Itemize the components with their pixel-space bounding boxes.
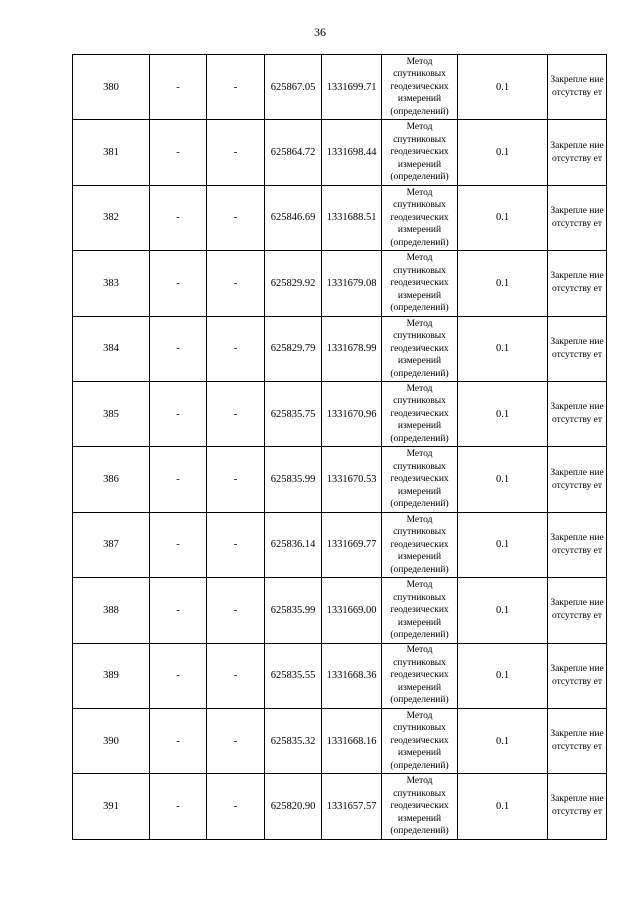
table-row [73,185,607,250]
method-cell: Метод спутниковых геодезических измерений (определений) [382,447,458,512]
fixing-cell: Закрепле ние отсутству ет [548,381,607,446]
accuracy-cell: 0.1 [458,512,548,577]
y-coordinate-cell: 1331688.51 [322,185,382,250]
fixing-cell: Закрепле ние отсутству ет [548,578,607,643]
dash-cell: - [150,447,207,512]
dash-cell: - [207,643,265,708]
y-coordinate-cell: 1331669.77 [322,512,382,577]
fixing-cell: Закрепле ние отсутству ет [548,512,607,577]
dash-cell: - [207,381,265,446]
point-number-cell: 388 [73,578,150,643]
fixing-cell: Закрепле ние отсутству ет [548,643,607,708]
fixing-cell: Закрепле ние отсутству ет [548,774,607,839]
table-row [73,381,607,446]
table-body [73,55,607,840]
dash-cell: - [150,120,207,185]
point-number-cell: 381 [73,120,150,185]
method-cell: Метод спутниковых геодезических измерений (определений) [382,774,458,839]
accuracy-cell: 0.1 [458,447,548,512]
dash-cell: - [150,774,207,839]
fixing-cell: Закрепле ние отсутству ет [548,251,607,316]
method-cell: Метод спутниковых геодезических измерений (определений) [382,708,458,773]
x-coordinate-cell: 625835.99 [265,447,322,512]
dash-cell: - [207,708,265,773]
table-row [73,447,607,512]
dash-cell: - [150,316,207,381]
fixing-cell: Закрепле ние отсутству ет [548,316,607,381]
point-number-cell: 380 [73,55,150,120]
point-number-cell: 387 [73,512,150,577]
dash-cell: - [207,774,265,839]
accuracy-cell: 0.1 [458,120,548,185]
accuracy-cell: 0.1 [458,578,548,643]
table-row [73,55,607,120]
y-coordinate-cell: 1331668.36 [322,643,382,708]
fixing-cell: Закрепле ние отсутству ет [548,120,607,185]
point-number-cell: 391 [73,774,150,839]
dash-cell: - [207,251,265,316]
dash-cell: - [150,512,207,577]
x-coordinate-cell: 625835.99 [265,578,322,643]
accuracy-cell: 0.1 [458,316,548,381]
table-row [73,643,607,708]
y-coordinate-cell: 1331698.44 [322,120,382,185]
y-coordinate-cell: 1331679.08 [322,251,382,316]
page-number: 36 [314,25,326,39]
method-cell: Метод спутниковых геодезических измерений (определений) [382,185,458,250]
table-row [73,316,607,381]
dash-cell: - [150,55,207,120]
x-coordinate-cell: 625836.14 [265,512,322,577]
method-cell: Метод спутниковых геодезических измерений (определений) [382,643,458,708]
dash-cell: - [207,512,265,577]
table-row [73,251,607,316]
dash-cell: - [150,578,207,643]
dash-cell: - [150,381,207,446]
table-row [73,512,607,577]
accuracy-cell: 0.1 [458,381,548,446]
point-number-cell: 384 [73,316,150,381]
accuracy-cell: 0.1 [458,774,548,839]
point-number-cell: 382 [73,185,150,250]
y-coordinate-cell: 1331657.57 [322,774,382,839]
x-coordinate-cell: 625846.69 [265,185,322,250]
dash-cell: - [207,447,265,512]
x-coordinate-cell: 625835.75 [265,381,322,446]
method-cell: Метод спутниковых геодезических измерений (определений) [382,251,458,316]
dash-cell: - [150,708,207,773]
method-cell: Метод спутниковых геодезических измерений (определений) [382,578,458,643]
fixing-cell: Закрепле ние отсутству ет [548,447,607,512]
x-coordinate-cell: 625864.72 [265,120,322,185]
x-coordinate-cell: 625867.05 [265,55,322,120]
dash-cell: - [150,251,207,316]
y-coordinate-cell: 1331669.00 [322,578,382,643]
x-coordinate-cell: 625829.92 [265,251,322,316]
y-coordinate-cell: 1331670.96 [322,381,382,446]
dash-cell: - [207,316,265,381]
table-row [73,708,607,773]
point-number-cell: 383 [73,251,150,316]
x-coordinate-cell: 625835.55 [265,643,322,708]
point-number-cell: 390 [73,708,150,773]
dash-cell: - [150,643,207,708]
y-coordinate-cell: 1331678.99 [322,316,382,381]
method-cell: Метод спутниковых геодезических измерений (определений) [382,512,458,577]
y-coordinate-cell: 1331670.53 [322,447,382,512]
point-number-cell: 386 [73,447,150,512]
y-coordinate-cell: 1331668.16 [322,708,382,773]
method-cell: Метод спутниковых геодезических измерений (определений) [382,55,458,120]
x-coordinate-cell: 625829.79 [265,316,322,381]
accuracy-cell: 0.1 [458,643,548,708]
x-coordinate-cell: 625835.32 [265,708,322,773]
accuracy-cell: 0.1 [458,708,548,773]
accuracy-cell: 0.1 [458,251,548,316]
dash-cell: - [207,578,265,643]
table-row [73,578,607,643]
fixing-cell: Закрепле ние отсутству ет [548,55,607,120]
method-cell: Метод спутниковых геодезических измерений (определений) [382,316,458,381]
dash-cell: - [207,185,265,250]
dash-cell: - [150,185,207,250]
method-cell: Метод спутниковых геодезических измерений (определений) [382,381,458,446]
fixing-cell: Закрепле ние отсутству ет [548,185,607,250]
accuracy-cell: 0.1 [458,55,548,120]
accuracy-cell: 0.1 [458,185,548,250]
fixing-cell: Закрепле ние отсутству ет [548,708,607,773]
dash-cell: - [207,55,265,120]
table-row [73,774,607,839]
table-row [73,120,607,185]
point-number-cell: 389 [73,643,150,708]
coordinates-table [72,54,607,840]
method-cell: Метод спутниковых геодезических измерений (определений) [382,120,458,185]
point-number-cell: 385 [73,381,150,446]
dash-cell: - [207,120,265,185]
y-coordinate-cell: 1331699.71 [322,55,382,120]
x-coordinate-cell: 625820.90 [265,774,322,839]
